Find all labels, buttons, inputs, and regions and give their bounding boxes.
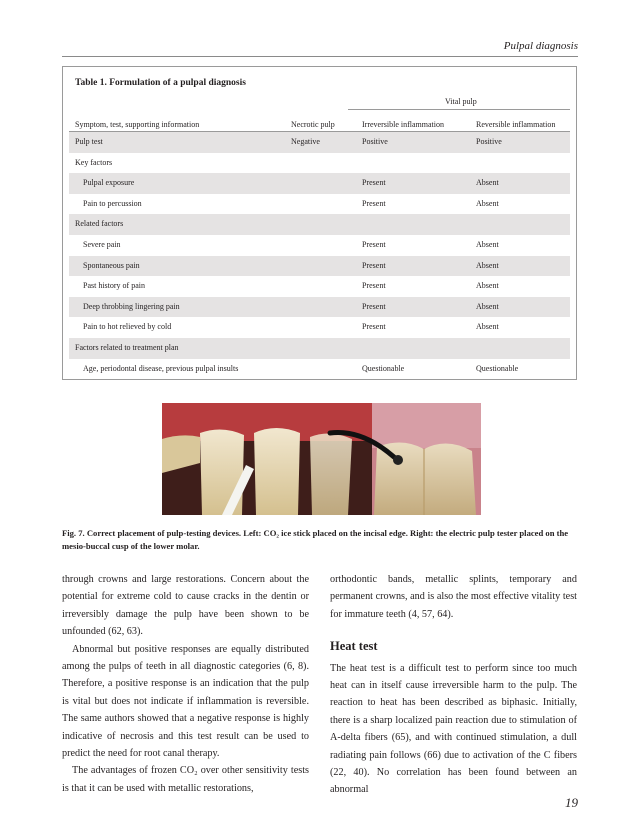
table-cell: Present bbox=[362, 260, 386, 270]
table-cell: Related factors bbox=[75, 219, 124, 229]
table-body bbox=[69, 132, 570, 379]
table-cell: Present bbox=[362, 301, 386, 311]
paragraph: The advantages of frozen CO₂ over other sensitivity tests is that it can be used with metallic restorations, bbox=[62, 765, 309, 794]
table-cell: Present bbox=[362, 281, 386, 291]
table-cell: Questionable bbox=[362, 363, 405, 373]
pulp-testing-photo bbox=[162, 403, 481, 515]
column-header-necrotic: Necrotic pulp bbox=[291, 120, 335, 129]
paragraph: through crowns and large restorations. Concern about the potential for extreme cold to cause cracks in the dentin or irreversibly damage the pulp have been shown to be unfounded (62, 63). bbox=[62, 574, 309, 638]
table-cell: Severe pain bbox=[83, 239, 121, 249]
table-cell: Age, periodontal disease, previous pulpal insults bbox=[83, 363, 239, 373]
running-header: Pulpal diagnosis bbox=[503, 40, 578, 52]
table-cell: Present bbox=[362, 239, 386, 249]
table-cell: Factors related to treatment plan bbox=[75, 342, 179, 352]
table-cell: Absent bbox=[476, 239, 499, 249]
table-cell: Key factors bbox=[75, 157, 113, 167]
table-cell: Absent bbox=[476, 198, 499, 208]
table-cell: Deep throbbing lingering pain bbox=[83, 301, 180, 311]
table-row bbox=[69, 338, 570, 359]
table-cell: Pulp test bbox=[75, 137, 103, 146]
table-cell: Pain to percussion bbox=[83, 198, 142, 208]
table-row bbox=[69, 359, 570, 380]
table-row bbox=[69, 153, 570, 174]
column-header-reversible: Reversible inflammation bbox=[476, 120, 556, 129]
right-column-text bbox=[330, 571, 577, 799]
table-row bbox=[69, 132, 570, 153]
table-cell: Pulpal exposure bbox=[83, 178, 135, 188]
table-cell: Absent bbox=[476, 260, 499, 270]
table-row bbox=[69, 194, 570, 215]
paragraph: Abnormal but positive responses are equally distributed among the pulps of teeth in all diagnostic categories (6, 8). Therefore, a positive response is an indication that the pulp is vital but does not indicate if inflammation is reversible. The same authors showed that a negative response is highly indicative of necrosis and this test result can be used to predict the need for root canal therapy. bbox=[62, 643, 309, 760]
table-cell: Questionable bbox=[476, 363, 519, 373]
table-cell: Absent bbox=[476, 281, 499, 291]
table-cell: Positive bbox=[362, 137, 388, 146]
table-cell: Absent bbox=[476, 178, 499, 188]
table-row bbox=[69, 173, 570, 194]
table-cell: Spontaneous pain bbox=[83, 260, 140, 270]
column-header-irreversible: Irreversible inflammation bbox=[362, 120, 444, 129]
table-cell: Present bbox=[362, 178, 386, 188]
table-row bbox=[69, 235, 570, 256]
table-title: Table 1. Formulation of a pulpal diagnosis bbox=[75, 78, 246, 88]
figure-caption: Fig. 7. Correct placement of pulp-testing devices. Left: CO₂ ice stick placed on the incisal edge. Right: the electric pulp tester placed on the mesio-buccal cusp of the lower molar. bbox=[62, 528, 569, 551]
group-header-rule bbox=[348, 109, 570, 110]
paragraph: orthodontic bands, metallic splints, temporary and permanent crowns, and is also the most effective vitality test for immature teeth (4, 57, 64). bbox=[330, 574, 577, 620]
left-column-text bbox=[62, 571, 309, 797]
table-row bbox=[69, 317, 570, 338]
table-cell: Present bbox=[362, 322, 386, 332]
table-row bbox=[69, 297, 570, 318]
header-rule bbox=[62, 56, 578, 57]
table-cell: Absent bbox=[476, 301, 499, 311]
page-number: 19 bbox=[565, 795, 578, 810]
vital-pulp-group-header: Vital pulp bbox=[445, 97, 477, 106]
table-row bbox=[69, 256, 570, 277]
table-cell: Past history of pain bbox=[83, 281, 145, 291]
table-row bbox=[69, 276, 570, 297]
column-header-symptom: Symptom, test, supporting information bbox=[75, 120, 200, 129]
section-heading-heat-test: Heat test bbox=[330, 639, 378, 654]
table-row bbox=[69, 214, 570, 235]
paragraph: The heat test is a difficult test to perform since too much heat can in itself cause irreversible harm to the pulp. The reaction to heat has been described as biphasic. Initially, there is a sharp localized pain reaction due to stimulation of A-delta fibers (65), and with continued stimulation, a dull radiating pain follows (66) due to activation of the C fibers (22, 40). No correlation has been found between an abnormal bbox=[330, 662, 577, 796]
diagnosis-table bbox=[62, 66, 577, 380]
table-cell: Present bbox=[362, 198, 386, 208]
table-cell: Absent bbox=[476, 322, 499, 332]
table-cell: Negative bbox=[291, 137, 320, 146]
table-cell: Pain to hot relieved by cold bbox=[83, 322, 172, 332]
table-cell: Positive bbox=[476, 137, 502, 146]
